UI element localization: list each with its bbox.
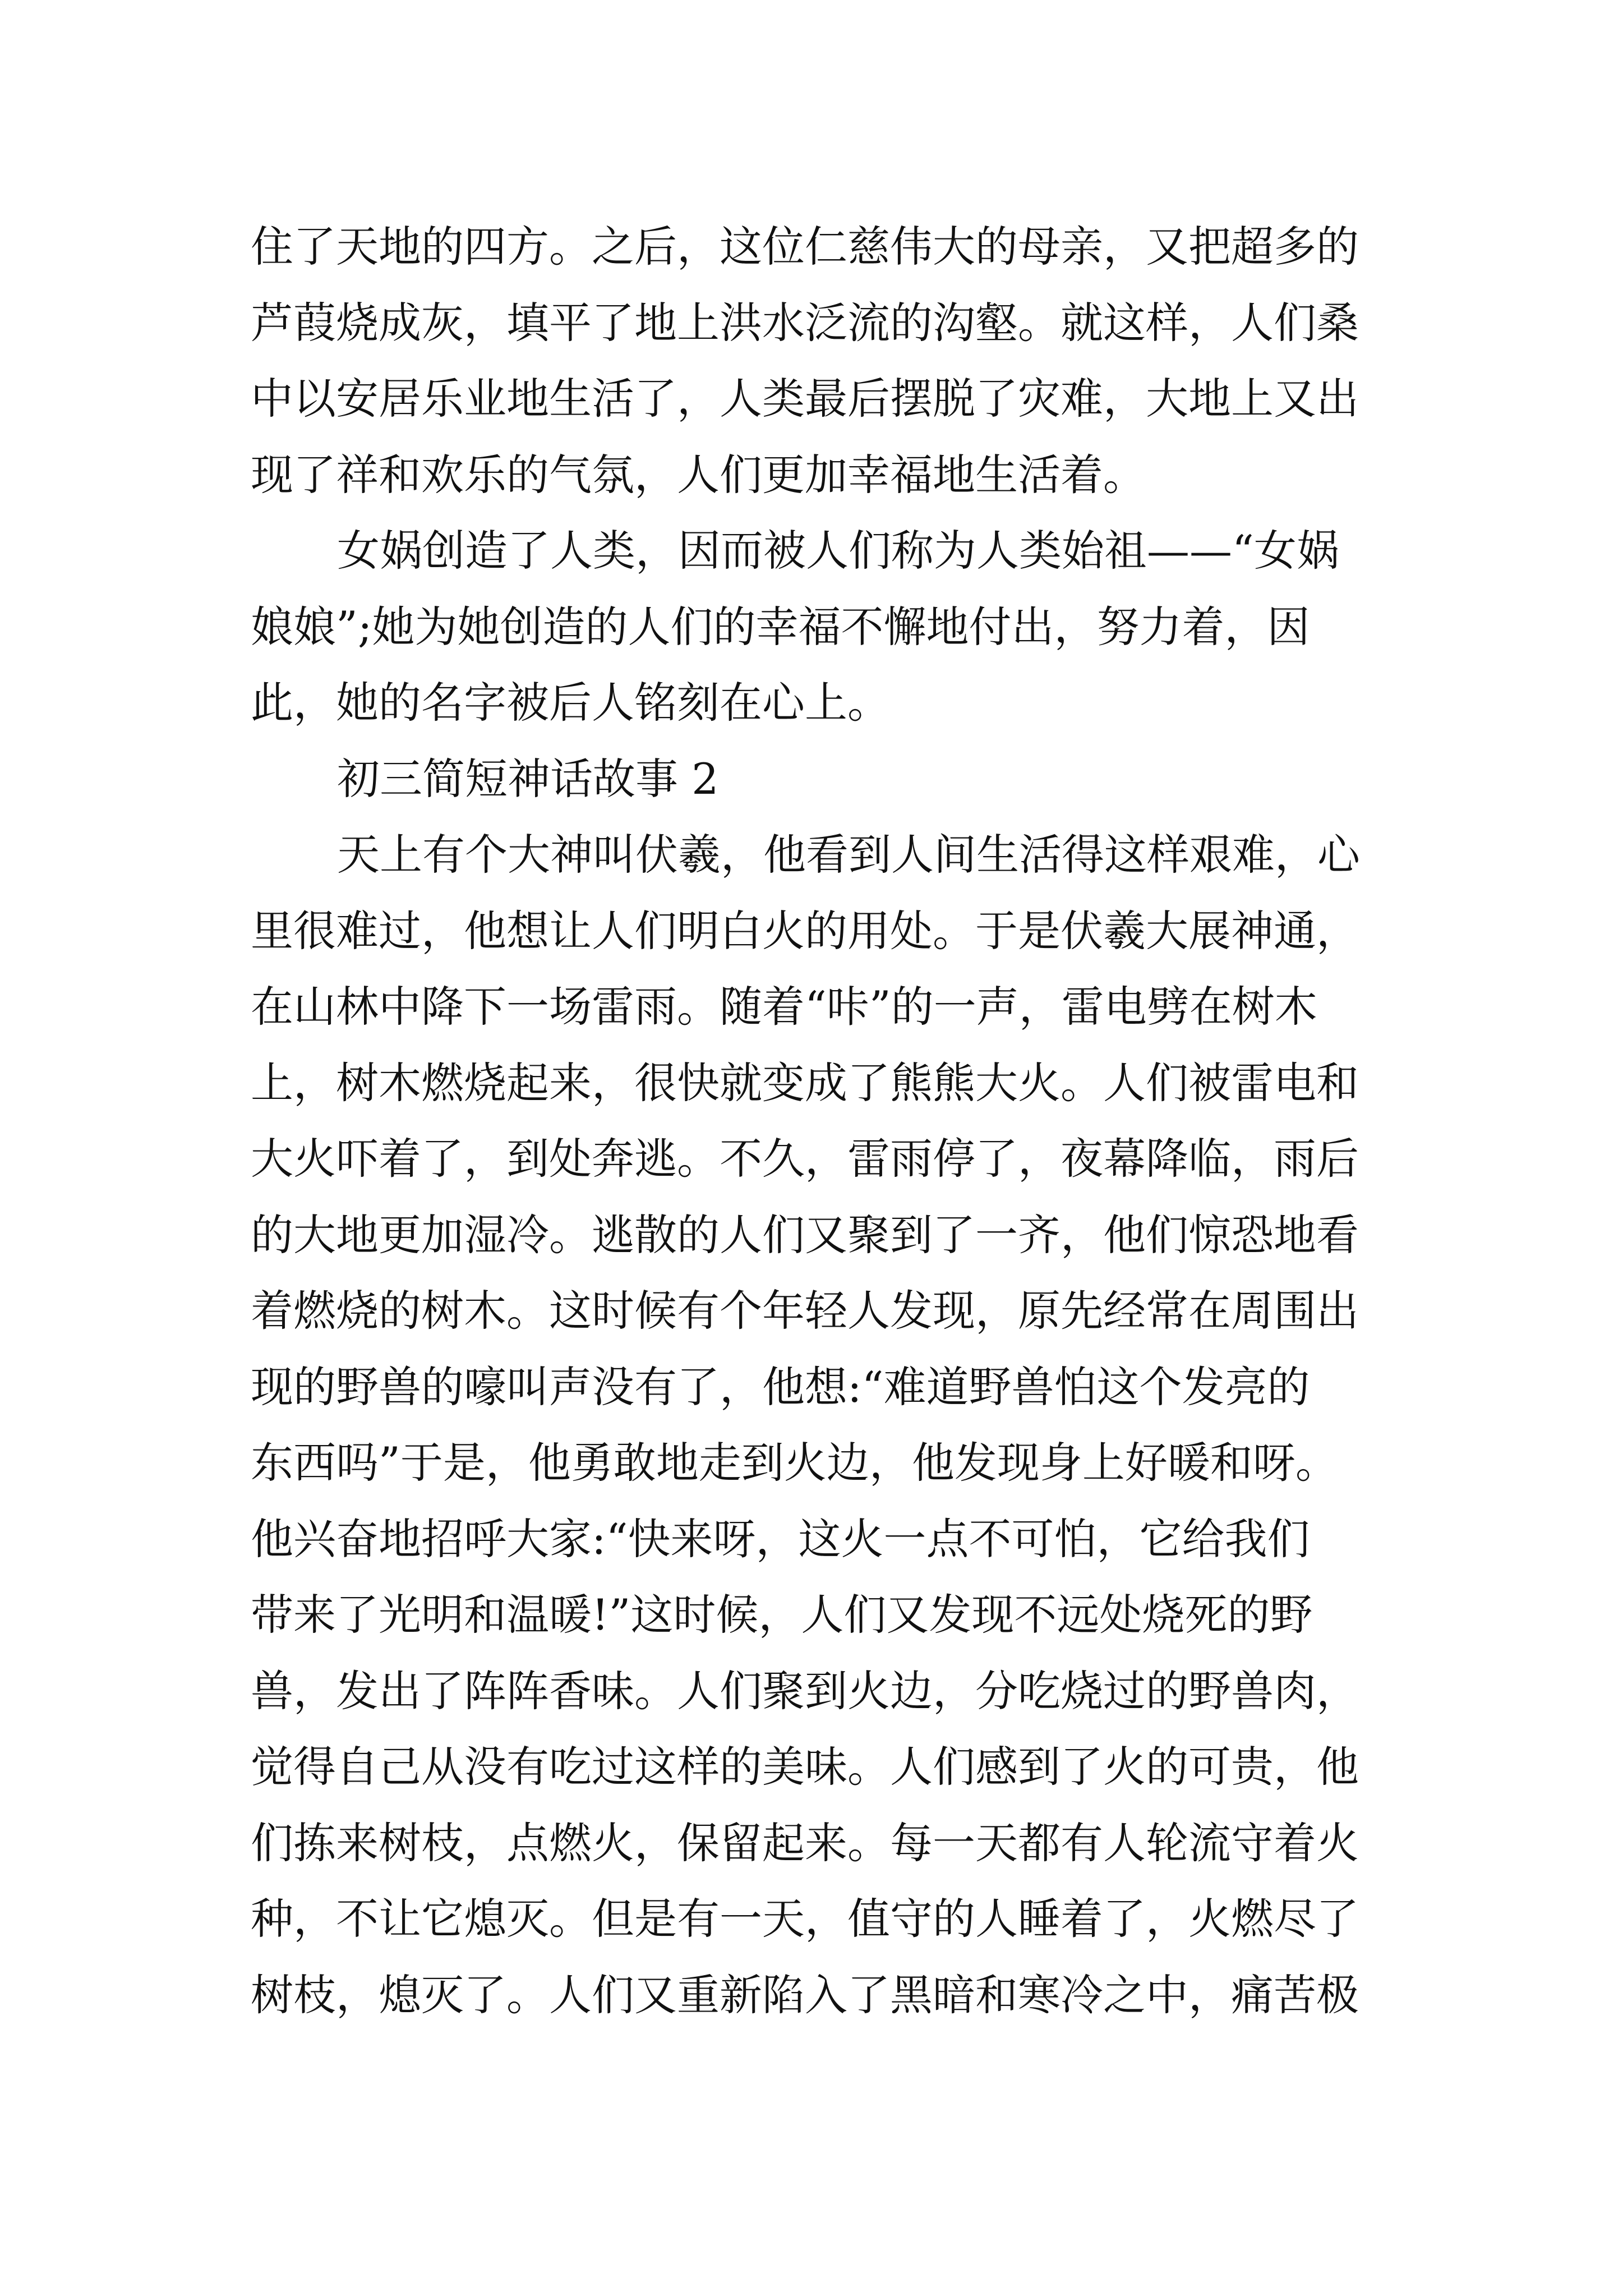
text-line: 东西吗”于是，他勇敢地走到火边，他发现身上好暖和呀。 — [251, 1438, 1338, 1488]
text-line: 住了天地的四方。之后，这位仁慈伟大的母亲，又把超多的 — [251, 222, 1359, 272]
text-line: 现了祥和欢乐的气氛，人们更加幸福地生活着。 — [251, 449, 1146, 500]
text-line: 们拣来树枝，点燃火，保留起来。每一天都有人轮流守着火 — [251, 1818, 1359, 1868]
text-line: 的大地更加湿冷。逃散的人们又聚到了一齐，他们惊恐地看 — [251, 1209, 1359, 1260]
text-line: 上，树木燃烧起来，很快就变成了熊熊大火。人们被雷电和 — [251, 1057, 1359, 1108]
text-line: 在山林中降下一场雷雨。随着“咔”的一声，雷电劈在树木 — [251, 982, 1317, 1032]
text-line: 着燃烧的树木。这时候有个年轻人发现，原先经常在周围出 — [251, 1286, 1359, 1336]
text-line: 娘娘”;她为她创造的人们的幸福不懈地付出，努力着，因 — [251, 601, 1310, 652]
text-line: 他兴奋地招呼大家:“快来呀，这火一点不可怕，它给我们 — [251, 1513, 1310, 1564]
text-line: 中以安居乐业地生活了，人类最后摆脱了灾难，大地上又出 — [251, 374, 1359, 424]
section-heading: 初三简短神话故事 2 — [337, 753, 719, 804]
text-line: 种，不让它熄灭。但是有一天，值守的人睡着了，火燃尽了 — [251, 1894, 1359, 1944]
text-line: 带来了光明和温暖!”这时候，人们又发现不远处烧死的野 — [251, 1590, 1313, 1640]
text-line: 里很难过，他想让人们明白火的用处。于是伏羲大展神通， — [251, 905, 1359, 956]
text-line: 芦葭烧成灰，填平了地上洪水泛流的沟壑。就这样，人们桑 — [251, 297, 1359, 348]
text-line: 现的野兽的嚎叫声没有了，他想:“难道野兽怕这个发亮的 — [251, 1361, 1310, 1412]
text-line: 兽，发出了阵阵香味。人们聚到火边，分吃烧过的野兽肉， — [251, 1665, 1359, 1716]
text-line: 觉得自己从没有吃过这样的美味。人们感到了火的可贵，他 — [251, 1742, 1359, 1792]
text-line: 树枝，熄灭了。人们又重新陷入了黑暗和寒冷之中，痛苦极 — [251, 1970, 1359, 2020]
text-line: 大火吓着了，到处奔逃。不久，雷雨停了，夜幕降临，雨后 — [251, 1134, 1359, 1184]
text-line: 天上有个大神叫伏羲，他看到人间生活得这样艰难，心 — [337, 830, 1360, 880]
text-line: 此，她的名字被后人铭刻在心上。 — [251, 678, 890, 728]
body-text — [251, 209, 1428, 2033]
text-line: 女娲创造了人类，因而被人们称为人类始祖——“女娲 — [337, 526, 1339, 576]
